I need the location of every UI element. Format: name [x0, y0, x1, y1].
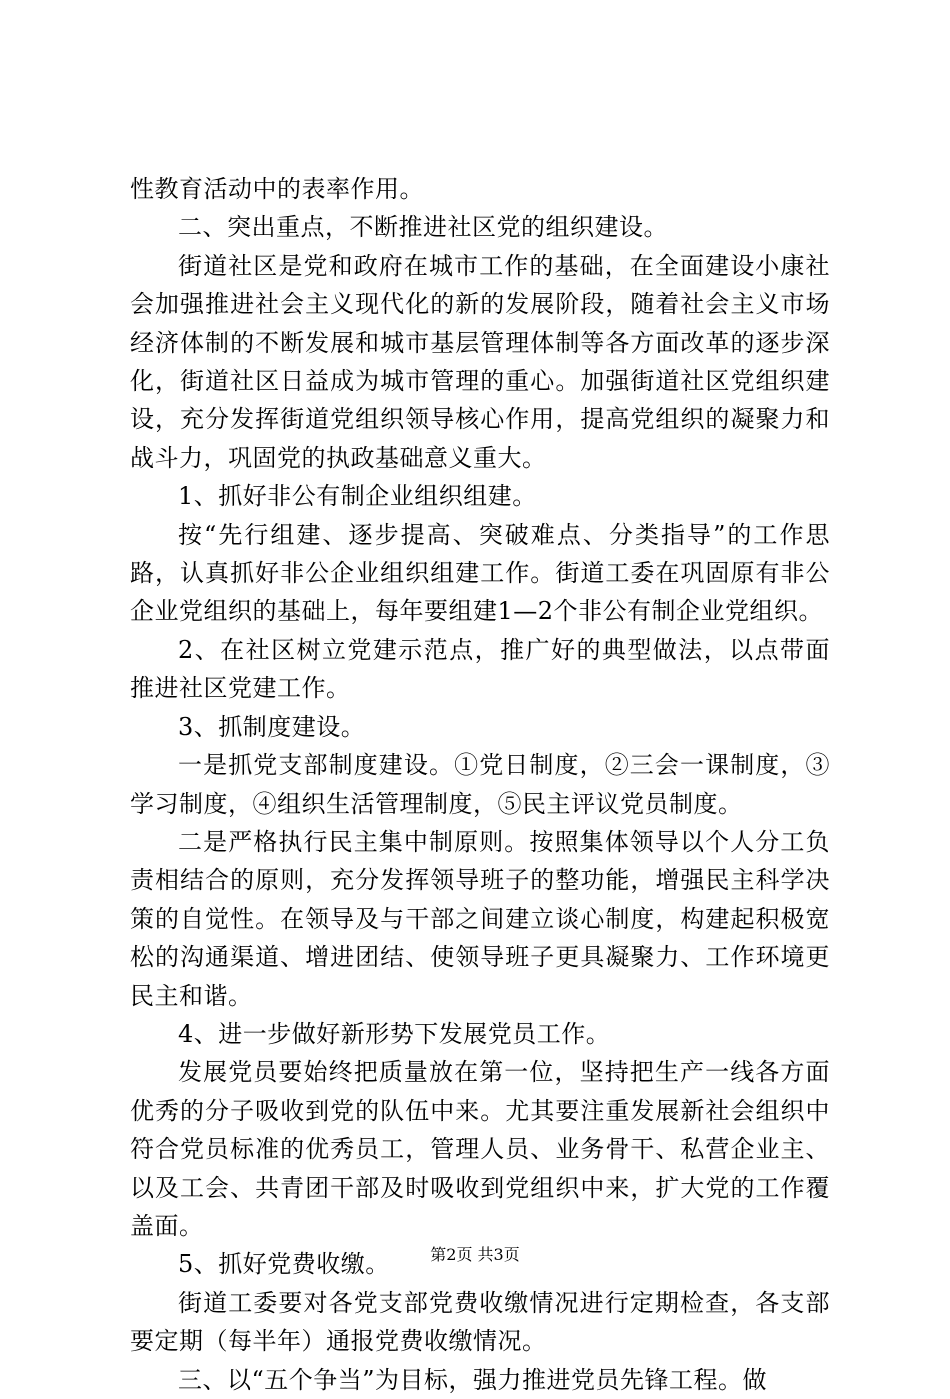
subheading-4: 4、进一步做好新形势下发展党员工作。 — [178, 1019, 611, 1048]
subheading-2: 2、在社区树立党建示范点，推广好的典型做法，以点带面推进社区党建工作。 — [130, 635, 830, 703]
section-heading-2: 二、突出重点，不断推进社区党的组织建设。 — [178, 213, 668, 242]
paragraph: 按“先行组建、逐步提高、突破难点、分类指导”的工作思路，认真抓好非公企业组织组建工作。街道工委在巩固原有非公企业党组织的基础上，每年要组建1—2个非公有制企业党组织。 — [130, 520, 830, 626]
subheading-5: 5、抓好党费收缴。 — [178, 1250, 390, 1279]
paragraph: 发展党员要始终把质量放在第一位，坚持把生产一线各方面优秀的分子吸收到党的队伍中来。尤其要注重发展新社会组织中符合党员标准的优秀员工，管理人员、业务骨干、私营企业主、以及工会、共青团干部及时吸收到党组织中来，扩大党的工作覆盖面。 — [130, 1058, 830, 1240]
paragraph-continuation: 性教育活动中的表率作用。 — [130, 175, 424, 203]
page-footer: 第2页 共3页 — [430, 1245, 520, 1264]
paragraph: 二是严格执行民主集中制原则。按照集体领导以个人分工负责相结合的原则，充分发挥领导班子的整功能，增强民主科学决策的自觉性。在领导及与干部之间建立谈心制度，构建起积极宽松的沟通渠道、增进团结、使领导班子更具凝聚力、工作环境更民主和谐。 — [130, 827, 830, 1010]
paragraph: 街道社区是党和政府在城市工作的基础，在全面建设小康社会加强推进社会主义现代化的新的发展阶段，随着社会主义市场经济体制的不断发展和城市基层管理体制等各方面改革的逐步深化，街道社区日益成为城市管理的重心。加强街道社区党组织建设，充分发挥街道党组织领导核心作用，提高党组织的凝聚力和战斗力，巩固党的执政基础意义重大。 — [130, 251, 830, 472]
subheading-1: 1、抓好非公有制企业组织组建。 — [178, 482, 537, 511]
section-heading-3: 三、以“五个争当”为目标，强力推进党员先锋工程。做 — [178, 1365, 768, 1394]
subheading-3: 3、抓制度建设。 — [178, 712, 366, 741]
paragraph: 街道工委要对各党支部党费收缴情况进行定期检查，各支部要定期（每半年）通报党费收缴情况。 — [130, 1288, 830, 1356]
paragraph: 一是抓党支部制度建设。①党日制度，②三会一课制度，③学习制度，④组织生活管理制度，⑤民主评议党员制度。 — [130, 751, 830, 818]
document-body — [130, 170, 830, 1399]
